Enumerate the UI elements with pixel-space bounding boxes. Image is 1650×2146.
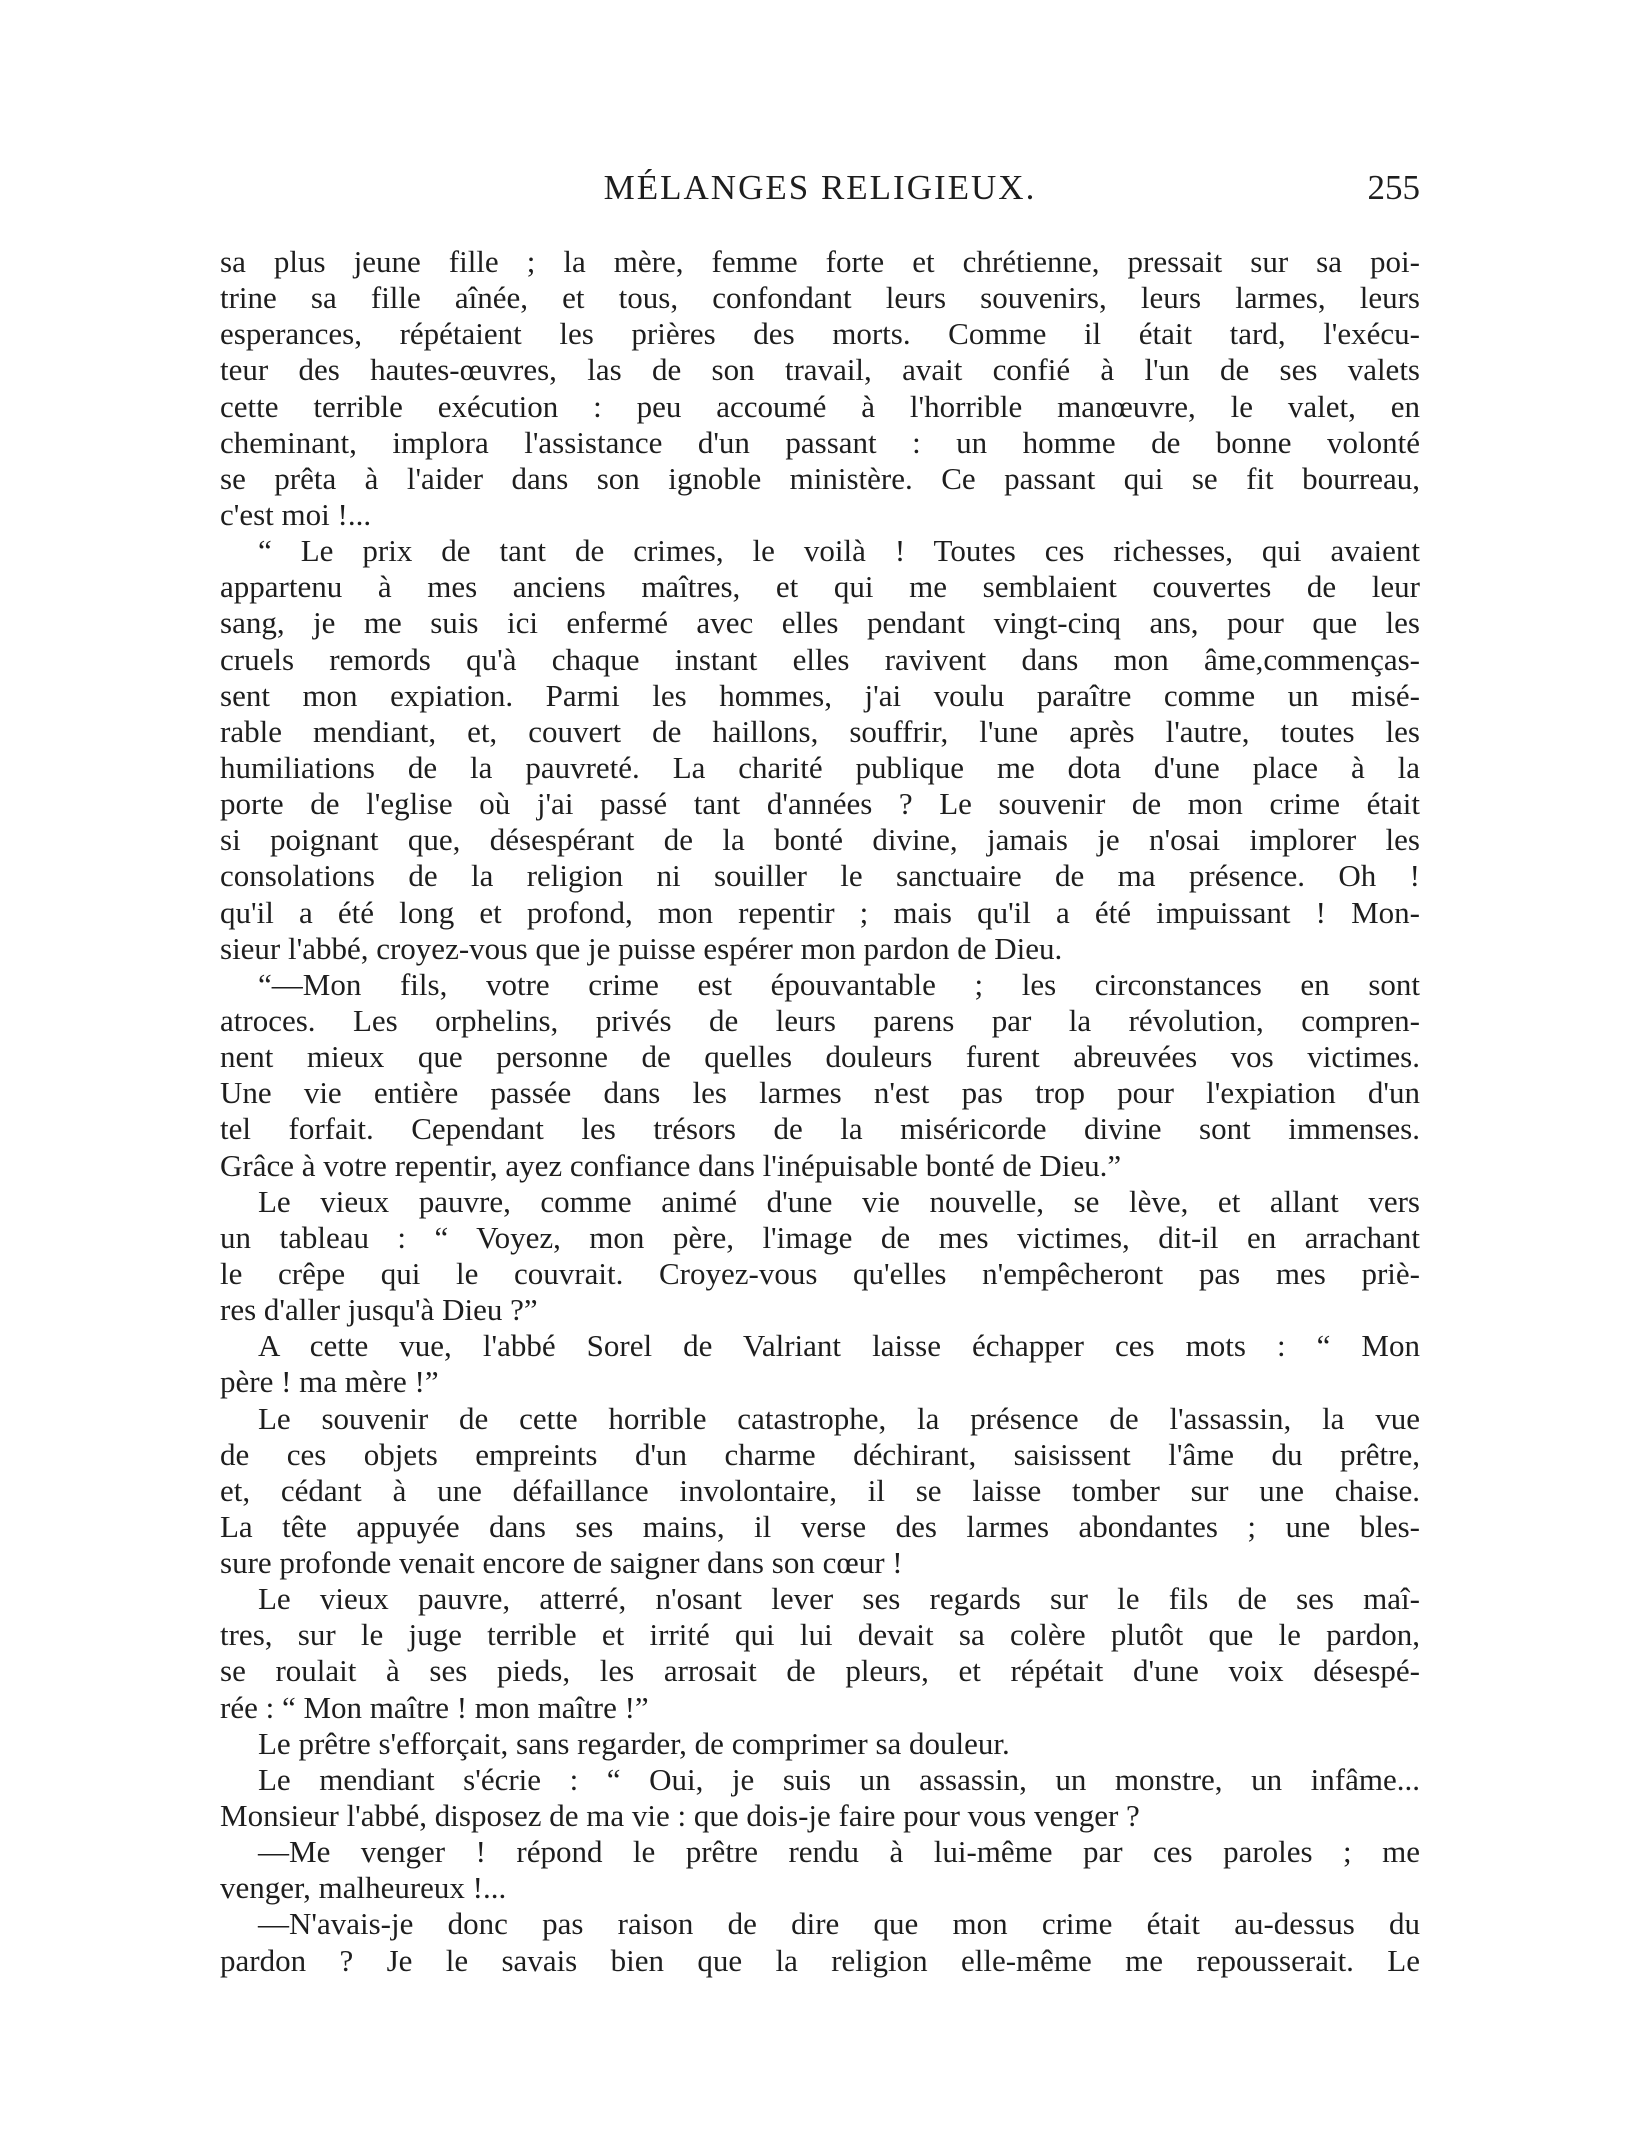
text-line: Monsieur l'abbé, disposez de ma vie : que dois-je faire pour vous venger ?: [220, 1798, 1140, 1834]
text-line: Le prêtre s'efforçait, sans regarder, de comprimer sa douleur.: [258, 1725, 1010, 1761]
text-line: La tête appuyée dans ses mains, il verse des larmes abondantes ; une bles-: [220, 1508, 1420, 1544]
text-line: teur des hautes-œuvres, las de son travail, avait confié à l'un de ses valets: [220, 352, 1420, 388]
text-line: qu'il a été long et profond, mon repentir ; mais qu'il a été impuissant ! Mon-: [220, 894, 1420, 930]
text-line: res d'aller jusqu'à Dieu ?”: [220, 1292, 538, 1328]
text-line: si poignant que, désespérant de la bonté divine, jamais je n'osai implorer les: [220, 822, 1420, 858]
text-line: Grâce à votre repentir, ayez confiance dans l'inépuisable bonté de Dieu.”: [220, 1147, 1122, 1183]
text-line: —N'avais-je donc pas raison de dire que mon crime était au-dessus du: [258, 1906, 1420, 1942]
text-line: sieur l'abbé, croyez-vous que je puisse espérer mon pardon de Dieu.: [220, 930, 1063, 966]
text-line: se roulait à ses pieds, les arrosait de pleurs, et répétait d'une voix désespé-: [220, 1653, 1420, 1689]
text-line: esperances, répétaient les prières des morts. Comme il était tard, l'exécu-: [220, 316, 1420, 352]
running-head: [220, 168, 1420, 216]
text-line: Le vieux pauvre, comme animé d'une vie nouvelle, se lève, et allant vers: [258, 1183, 1420, 1219]
text-line: venger, malheureux !...: [220, 1870, 507, 1906]
text-line: “ Le prix de tant de crimes, le voilà ! Toutes ces richesses, qui avaient: [258, 533, 1420, 569]
text-line: cruels remords qu'à chaque instant elles ravivent dans mon âme,commenças-: [220, 641, 1420, 677]
text-line: rable mendiant, et, couvert de haillons, souffrir, l'une après l'autre, toutes les: [220, 713, 1420, 749]
text-line: Le souvenir de cette horrible catastrophe, la présence de l'assassin, la vue: [258, 1400, 1420, 1436]
text-line: sent mon expiation. Parmi les hommes, j'ai voulu paraître comme un misé-: [220, 677, 1420, 713]
text-line: sang, je me suis ici enfermé avec elles pendant vingt-cinq ans, pour que les: [220, 605, 1420, 641]
text-line: Le vieux pauvre, atterré, n'osant lever ses regards sur le fils de ses maî-: [258, 1581, 1420, 1617]
text-line: Le mendiant s'écrie : “ Oui, je suis un assassin, un monstre, un infâme...: [258, 1761, 1420, 1797]
text-line: le crêpe qui le couvrait. Croyez-vous qu'elles n'empêcheront pas mes priè-: [220, 1255, 1420, 1291]
text-line: sa plus jeune fille ; la mère, femme forte et chrétienne, pressait sur sa poi-: [220, 244, 1420, 279]
text-line: et, cédant à une défaillance involontaire, il se laisse tomber sur une chaise.: [220, 1472, 1420, 1508]
text-line: cheminant, implora l'assistance d'un passant : un homme de bonne volonté: [220, 424, 1420, 460]
text-line: consolations de la religion ni souiller le sanctuaire de ma présence. Oh !: [220, 858, 1420, 894]
text-line: nent mieux que personne de quelles douleurs furent abreuvées vos victimes.: [220, 1039, 1420, 1075]
text-line: trine sa fille aînée, et tous, confondant leurs souvenirs, leurs larmes, leurs: [220, 280, 1420, 316]
text-line: c'est moi !...: [220, 496, 372, 532]
text-line: pardon ? Je le savais bien que la religion elle-même me repousserait. Le: [220, 1942, 1420, 1978]
page-number: 255: [1367, 168, 1420, 207]
text-line: “—Mon fils, votre crime est épouvantable ; les circonstances en sont: [258, 966, 1420, 1002]
text-line: A cette vue, l'abbé Sorel de Valriant laisse échapper ces mots : “ Mon: [258, 1328, 1420, 1364]
text-line: tel forfait. Cependant les trésors de la miséricorde divine sont immenses.: [220, 1111, 1420, 1147]
text-line: rée : “ Mon maître ! mon maître !”: [220, 1689, 649, 1725]
text-line: père ! ma mère !”: [220, 1364, 439, 1400]
text-line: tres, sur le juge terrible et irrité qui lui devait sa colère plutôt que le pardon,: [220, 1617, 1420, 1653]
text-line: de ces objets empreints d'un charme déchirant, saisissent l'âme du prêtre,: [220, 1436, 1420, 1472]
text-line: se prêta à l'aider dans son ignoble ministère. Ce passant qui se fit bourreau,: [220, 460, 1420, 496]
text-line: cette terrible exécution : peu accoumé à l'horrible manœuvre, le valet, en: [220, 388, 1420, 424]
text-line: Une vie entière passée dans les larmes n'est pas trop pour l'expiation d'un: [220, 1075, 1420, 1111]
text-line: —Me venger ! répond le prêtre rendu à lui-même par ces paroles ; me: [258, 1834, 1420, 1870]
text-line: atroces. Les orphelins, privés de leurs parens par la révolution, compren-: [220, 1002, 1420, 1038]
body-text: [220, 244, 1420, 1979]
text-line: porte de l'eglise où j'ai passé tant d'années ? Le souvenir de mon crime était: [220, 786, 1420, 822]
text-line: un tableau : “ Voyez, mon père, l'image de mes victimes, dit-il en arrachant: [220, 1219, 1420, 1255]
text-line: sure profonde venait encore de saigner dans son cœur !: [220, 1545, 903, 1581]
text-line: humiliations de la pauvreté. La charité publique me dota d'une place à la: [220, 749, 1420, 785]
running-title: MÉLANGES RELIGIEUX.: [603, 168, 1037, 207]
text-line: appartenu à mes anciens maîtres, et qui me semblaient couvertes de leur: [220, 569, 1420, 605]
